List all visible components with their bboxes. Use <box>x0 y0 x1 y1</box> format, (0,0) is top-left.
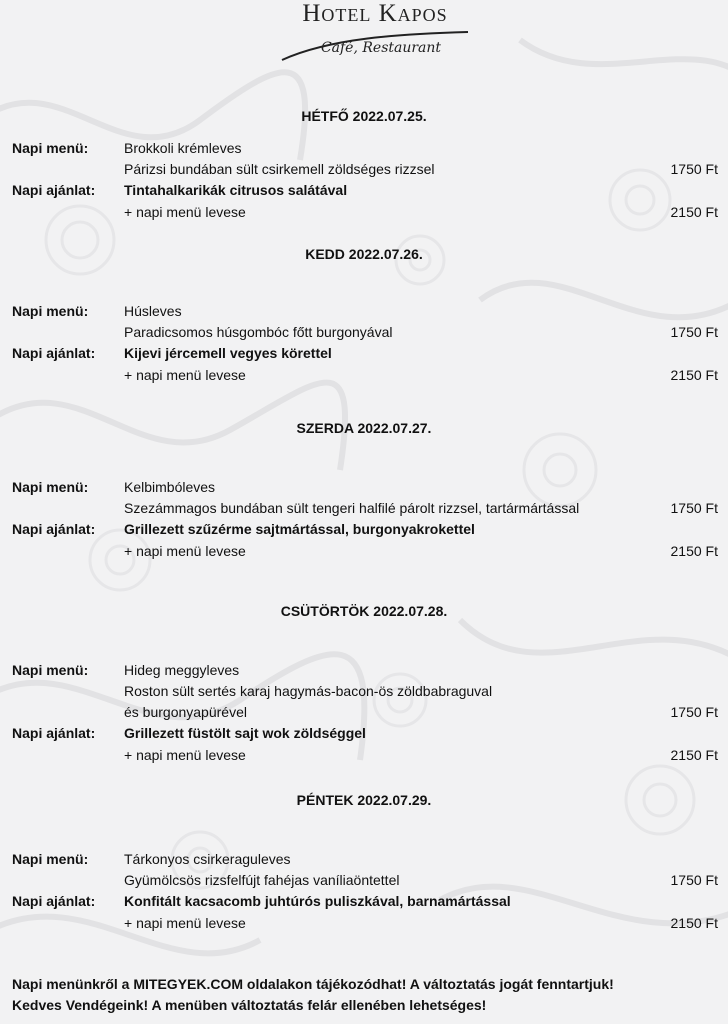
main-item: Roston sült sertés karaj hagymás-bacon-ös zöldbabraguval <box>124 683 493 699</box>
day-title: HÉTFŐ 2022.07.25. <box>301 108 427 124</box>
offer-row <box>0 343 728 363</box>
offer-label: Napi ajánlat: <box>12 345 96 361</box>
menu-price: 1750 Ft <box>670 704 718 720</box>
offer-extra-row <box>0 365 728 385</box>
offer-extra: + napi menü levese <box>124 367 246 383</box>
offer-item: Kijevi jércemell vegyes körettel <box>124 345 332 361</box>
day-title: KEDD 2022.07.26. <box>305 246 423 262</box>
offer-extra: + napi menü levese <box>124 747 246 763</box>
menu-soup-row <box>0 849 728 869</box>
menu-label: Napi menü: <box>12 303 89 319</box>
day-title: CSÜTÖRTÖK 2022.07.28. <box>280 603 448 619</box>
menu-label: Napi menü: <box>12 479 89 495</box>
main-item: Párizsi bundában sült csirkemell zöldséges rizzsel <box>124 161 435 177</box>
menu-soup-row <box>0 477 728 497</box>
offer-extra-row <box>0 913 728 933</box>
offer-price: 2150 Ft <box>670 915 718 931</box>
menu-main-row-continued <box>0 702 728 722</box>
offer-extra-row <box>0 202 728 222</box>
menu-price: 1750 Ft <box>670 872 718 888</box>
main-item: Szezámmagos bundában sült tengeri halfilé párolt rizzsel, tartármártással <box>124 500 580 516</box>
offer-row <box>0 891 728 911</box>
offer-row <box>0 180 728 200</box>
soup-item: Kelbimbóleves <box>124 479 216 495</box>
offer-price: 2150 Ft <box>670 543 718 559</box>
offer-price: 2150 Ft <box>670 204 718 220</box>
main-item: Paradicsomos húsgombóc főtt burgonyával <box>124 324 393 340</box>
main-item: Gyümölcsös rizsfelfújt fahéjas vaníliaöntettel <box>124 872 400 888</box>
menu-soup-row <box>0 301 728 321</box>
offer-row <box>0 519 728 539</box>
soup-item: Brokkoli krémleves <box>124 140 242 156</box>
footer-note-info: Napi menünkről a MITEGYEK.COM oldalakon tájékozódhat! A változtatás jogát fenntartjuk! <box>12 976 614 992</box>
offer-extra-row <box>0 745 728 765</box>
menu-price: 1750 Ft <box>670 324 718 340</box>
footer-note-guests: Kedves Vendégeink! A menüben változtatás felár ellenében lehetséges! <box>12 997 487 1013</box>
soup-item: Húsleves <box>124 303 182 319</box>
offer-extra-row <box>0 541 728 561</box>
offer-item: Grillezett füstölt sajt wok zöldséggel <box>124 725 366 741</box>
offer-price: 2150 Ft <box>670 367 718 383</box>
hotel-logo <box>0 0 728 80</box>
hotel-name: Hotel Kapos <box>302 0 448 27</box>
menu-price: 1750 Ft <box>670 161 718 177</box>
offer-extra: + napi menü levese <box>124 915 246 931</box>
soup-item: Tárkonyos csirkeraguleves <box>124 851 291 867</box>
menu-label: Napi menü: <box>12 662 89 678</box>
offer-price: 2150 Ft <box>670 747 718 763</box>
offer-extra: + napi menü levese <box>124 543 246 559</box>
hotel-subtitle: Café, Restaurant <box>320 40 442 56</box>
offer-row <box>0 723 728 743</box>
menu-label: Napi menü: <box>12 851 89 867</box>
offer-label: Napi ajánlat: <box>12 893 96 909</box>
offer-item: Grillezett szűzérme sajtmártással, burgonyakrokettel <box>124 521 475 537</box>
menu-main-row <box>0 322 728 342</box>
menu-main-row <box>0 159 728 179</box>
menu-soup-row <box>0 660 728 680</box>
offer-item: Konfitált kacsacomb juhtúrós puliszkával, barnamártással <box>124 893 511 909</box>
menu-main-row <box>0 681 728 701</box>
menu-main-row <box>0 870 728 890</box>
menu-label: Napi menü: <box>12 140 89 156</box>
offer-label: Napi ajánlat: <box>12 521 96 537</box>
offer-label: Napi ajánlat: <box>12 182 96 198</box>
menu-price: 1750 Ft <box>670 500 718 516</box>
offer-label: Napi ajánlat: <box>12 725 96 741</box>
offer-extra: + napi menü levese <box>124 204 246 220</box>
main-item-continued: és burgonyapürével <box>124 704 247 720</box>
offer-item: Tintahalkarikák citrusos salátával <box>124 182 348 198</box>
menu-soup-row <box>0 138 728 158</box>
day-title: SZERDA 2022.07.27. <box>296 420 432 436</box>
soup-item: Hideg meggyleves <box>124 662 240 678</box>
day-title: PÉNTEK 2022.07.29. <box>296 792 432 808</box>
menu-main-row <box>0 498 728 518</box>
